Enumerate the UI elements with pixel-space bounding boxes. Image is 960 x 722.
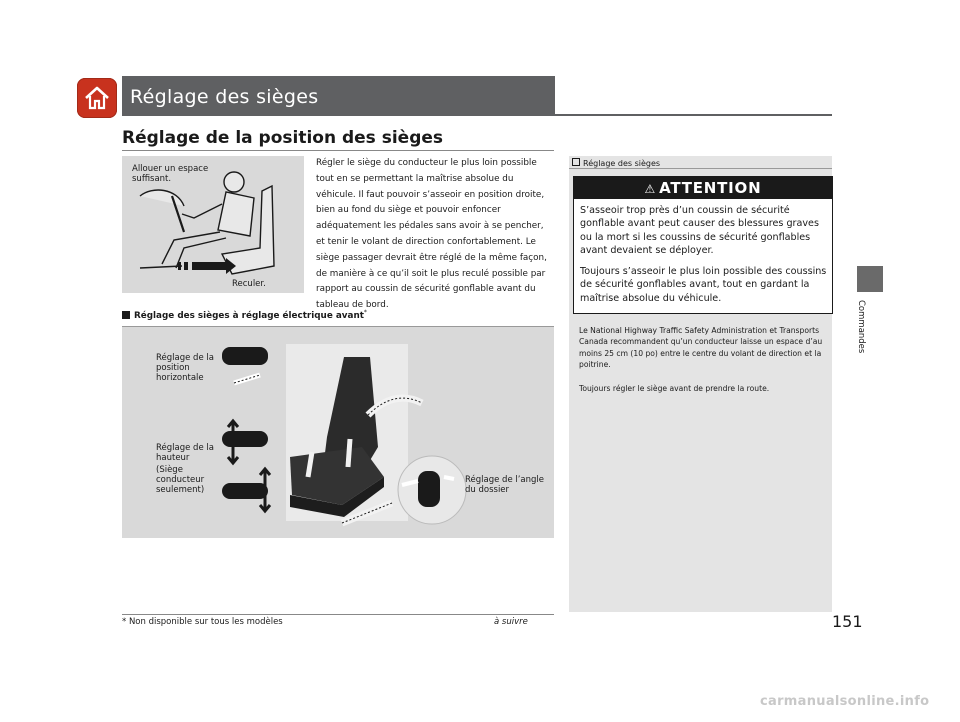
chapter-tab-label: Commandes	[856, 300, 866, 354]
section-body: Régler le siège du conducteur le plus loin possible tout en se permettant la maîtrise absolue du véhicule. Il faut pouvoir s’asseoir en position droite, bien au fond du siège et pouvoir enfoncer adéquatement les pédales sans avoir à se pencher, et tenir le volant de direction confortablement. Le siège passager devrait être réglé de la même façon, de manière à ce qu’il soit le plus reculé possible par rapport au coussin de sécurité gonflable avant du tableau de bord.	[316, 158, 547, 311]
sidebar-note-1: Le National Highway Traffic Safety Administration et Transports Canada recommandent qu’un conducteur laisse un espace d’au moins 25 cm (10 po) entre le centre du volant de direction et la poitrine.	[579, 326, 823, 370]
header-divider	[122, 114, 832, 116]
sidebar-title-text: Réglage des sièges	[583, 159, 661, 168]
subsection-title: Réglage des sièges à réglage électrique avant	[134, 310, 364, 321]
warning-paragraph-2: Toujours s’asseoir le plus loin possible des coussins de sécurité gonflables avant, tout en gardant la maîtrise absolue du véhicule.	[580, 266, 827, 304]
section-title: Réglage de la position des sièges	[122, 128, 444, 148]
sidebar-divider	[569, 168, 832, 169]
label-move-back: Reculer.	[232, 279, 266, 289]
watermark: carmanualsonline.info	[760, 694, 930, 709]
asterisk: *	[363, 309, 367, 316]
page-number: 151	[832, 612, 863, 631]
footer-divider	[122, 614, 554, 615]
footnote: * Non disponible sur tous les modèles	[122, 617, 283, 627]
label-recline: Réglage de l’angle du dossier	[465, 475, 545, 495]
sidebar-title	[572, 158, 660, 168]
warning-header-text	[574, 177, 832, 199]
warning-paragraph-1: S’asseoir trop près d’un coussin de sécurité gonflable avant peut causer des blessures graves ou la mort si les coussins de sécurité gonflables avant devaient se déployer.	[580, 205, 819, 257]
page-title: Réglage des sièges	[130, 86, 319, 108]
warning-label: ATTENTION	[659, 179, 762, 197]
sidebar-note-2: Toujours régler le siège avant de prendre la route.	[579, 384, 770, 393]
reference-icon	[572, 158, 580, 166]
bullet-icon	[122, 311, 130, 319]
home-icon[interactable]	[77, 78, 117, 118]
warning-icon: ⚠	[644, 182, 657, 196]
label-horizontal: Réglage de la position horizontale	[156, 353, 214, 383]
label-driver-only: (Siège conducteur seulement)	[156, 465, 205, 495]
subsection-heading	[122, 309, 367, 321]
chapter-tab[interactable]	[857, 266, 883, 292]
continued-label: à suivre	[494, 617, 528, 627]
label-allow-space: Allouer un espace suffisant.	[132, 164, 209, 184]
power-seat-illustration	[122, 327, 554, 538]
section-divider	[122, 150, 554, 151]
label-height: Réglage de la hauteur	[156, 443, 214, 463]
driver-position-illustration	[122, 156, 304, 293]
